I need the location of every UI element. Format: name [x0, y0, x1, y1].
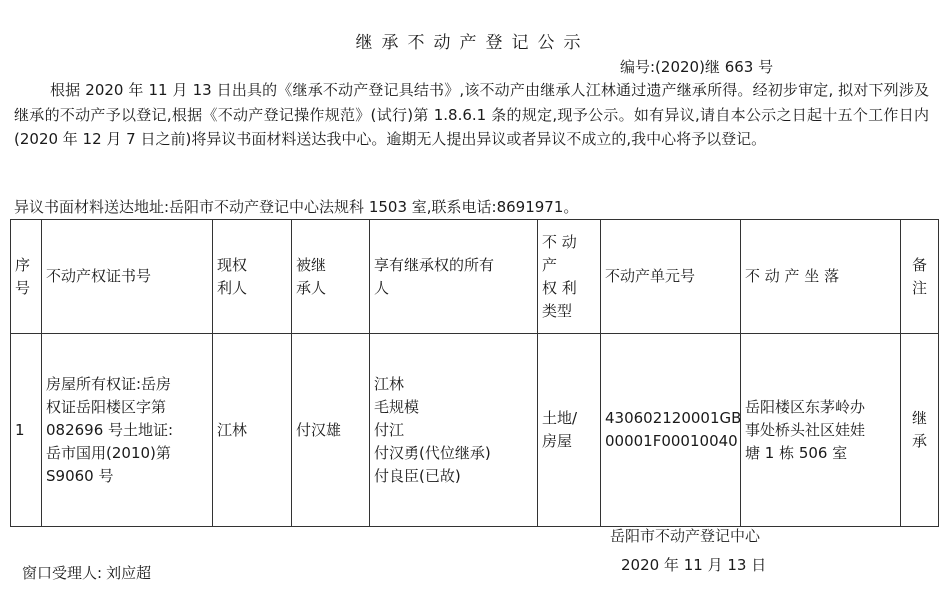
header-remark: 备 注	[901, 220, 939, 334]
header-heirs: 享有继承权的所有 人	[370, 220, 538, 334]
cell-location: 岳阳楼区东茅岭办 事处桥头社区娃娃 塘 1 栋 506 室	[741, 334, 901, 527]
notice-table	[10, 219, 939, 527]
document-number: 编号:(2020)继 663 号	[620, 58, 774, 76]
table-header-row	[11, 220, 939, 334]
table-row	[11, 334, 939, 527]
document-title: 继承不动产登记公示	[355, 33, 590, 53]
cell-right-type: 土地/ 房屋	[538, 334, 601, 527]
header-unit-no: 不动产单元号	[601, 220, 741, 334]
issuer-name: 岳阳市不动产登记中心	[610, 527, 761, 545]
header-seq: 序 号	[11, 220, 42, 334]
cell-unit-no: 430602120001GB 00001F00010040	[601, 334, 741, 527]
window-handler	[22, 562, 151, 583]
issue-date: 2020 年 11 月 13 日	[621, 556, 767, 574]
window-handler-label: 窗口受理人:	[22, 564, 103, 582]
header-current-holder: 现权 利人	[213, 220, 292, 334]
cell-decedent: 付汉雄	[292, 334, 370, 527]
window-handler-name: 刘应超	[106, 564, 152, 582]
header-location: 不 动 产 坐 落	[741, 220, 901, 334]
body-paragraph: 根据 2020 年 11 月 13 日出具的《继承不动产登记具结书》,该不动产由继承人江林通过遗产继承所得。经初步审定, 拟对下列涉及继承的不动产予以登记,根据《不动产登记操作规范》(试行)第 1.8.6.1 条的规定,现予公示。如有异议,请自本公示之日起十五个工作日内(2020 年 12 月 7 日之前)将异议书面材料送达我中心。逾期无人提出异议或者异议不成立的,我中心将予以登记。	[14, 81, 929, 149]
cell-remark: 继 承	[901, 334, 939, 527]
header-right-type: 不 动 产 权 利 类型	[538, 220, 601, 334]
cell-cert-no: 房屋所有权证:岳房 权证岳阳楼区字第 082696 号土地证: 岳市国用(2010)第 S9060 号	[42, 334, 213, 527]
header-decedent: 被继 承人	[292, 220, 370, 334]
header-cert-no: 不动产权证书号	[42, 220, 213, 334]
cell-seq: 1	[11, 334, 42, 527]
cell-heirs: 江林 毛规模 付江 付汉勇(代位继承) 付良臣(已故)	[370, 334, 538, 527]
objection-address: 异议书面材料送达地址:岳阳市不动产登记中心法规科 1503 室,联系电话:8691971。	[14, 198, 579, 216]
cell-current-holder: 江林	[213, 334, 292, 527]
